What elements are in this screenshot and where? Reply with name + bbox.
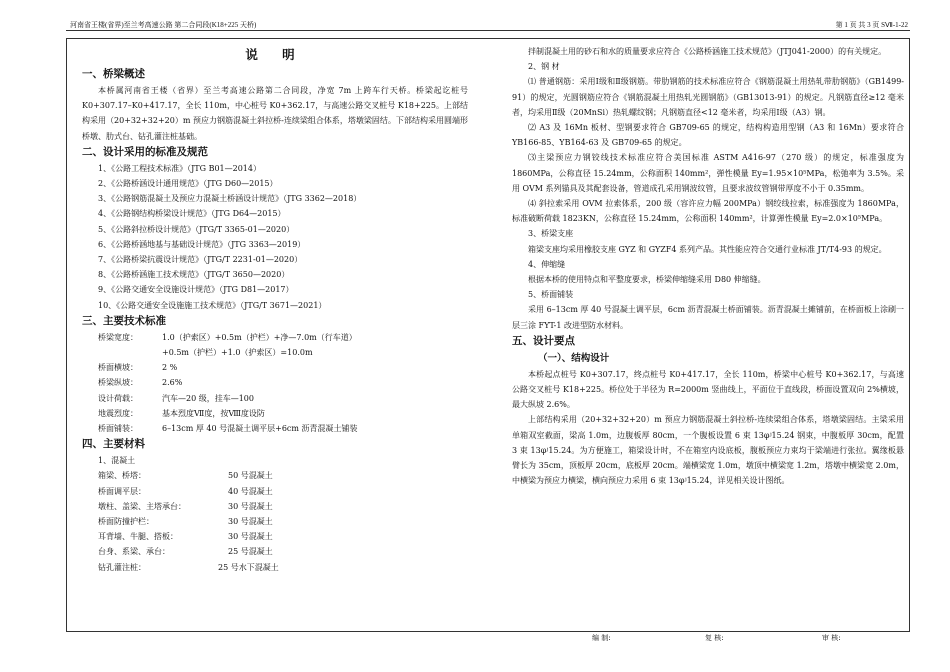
standard-item: 7、《公路桥梁抗震设计规范》（JTG/T 2231-01—2020） — [98, 255, 303, 265]
paving-subheading: 5、桥面铺装 — [528, 290, 574, 300]
section-materials-heading: 四、主要材料 — [82, 438, 145, 451]
material-key: 箱梁、桥塔： — [98, 471, 146, 481]
material-row — [98, 499, 468, 514]
material-value: 50 号混凝土 — [228, 471, 273, 481]
material-value: 30 号混凝土 — [228, 501, 273, 511]
overview-paragraph: 本桥属河南省王楼（省界）至兰考高速公路第二合同段，净宽 7m 上跨车行天桥。桥梁起讫桩号 K0+307.17–K0+417.17，全长 110m，中心桩号 K0+362.17，与高速公路交叉桩号 K18+225。上部结构采用（20+32+32+20）m 预应力钢筋混凝土斜拉桥-连续梁组合体系，塔墩梁固结。下部结构采用圆端形桥墩、肋式台、钻孔灌注桩基础。 — [82, 86, 468, 141]
material-row — [98, 560, 468, 575]
standard-item: 6、《公路桥涵地基与基础设计规范》（JTG 3363—2019） — [98, 239, 306, 249]
prestress-strand-paragraph: ⑶主梁预应力钢铰线技术标准应符合美国标准 ASTM A416-97（270 级）的规定，标准强度为 1860MPa，公称直径 15.24mm，公称面积 140mm²，弹性模量 Ey=1.95×10⁵MPa，松弛率为 3.5%。采用 OVM 系列锚具及其配套设备，管道成孔采用钢波纹管，且要求波纹管钢带厚度不小于 0.35mm。 — [512, 153, 904, 193]
material-key: 耳背墙、牛腿、搭板： — [98, 532, 178, 542]
header-rule — [66, 30, 910, 31]
header-page-info: 第 1 页 共 3 页 SⅦ-1-22 — [835, 21, 908, 29]
stay-cable-paragraph: ⑷ 斜拉索采用 OVM 拉索体系，200 级（容许应力幅 200MPa）钢绞线拉索，标准强度为 1860MPa，标准破断荷载 1823KN，公称直径 15.24mm，公称面积 140mm²，计算弹性模量 Ey=2.0×10⁵MPa。 — [512, 199, 904, 224]
material-key: 墩柱、盖梁、主塔承台： — [98, 501, 186, 511]
steel-rebar-paragraph: ⑴ 普通钢筋：采用Ⅰ级和Ⅱ级钢筋。带肋钢筋的技术标准应符合《钢筋混凝土用热轧带肋钢筋》（GB1499-91）的规定，光圆钢筋应符合《钢筋混凝土用热轧光圆钢筋》（GB13013-91）的规定。凡钢筋直径≥12 毫米者，均采用Ⅱ级（20MnSi）热轧螺纹钢；凡钢筋直径<12 毫米者，均采用Ⅰ级（A3）钢。 — [512, 77, 904, 117]
bridge-width-value: 1.0（护索区）+0.5m（护栏）+净—7.0m（行车道） — [162, 332, 357, 342]
tech-value: 2 % — [162, 363, 178, 373]
section-design-points-heading: 五、设计要点 — [512, 334, 575, 347]
section-overview-heading: 一、桥梁概述 — [82, 68, 145, 80]
material-value: 30 号混凝土 — [228, 532, 273, 542]
tech-key: 地震烈度： — [98, 408, 138, 418]
bridge-width-key: 桥梁宽度： — [98, 332, 138, 342]
paving-paragraph: 采用 6–13cm 厚 40 号混凝土调平层，6cm 沥青混凝土桥面铺装。沥青混凝土摊铺前，在桥面板上涂刷一层三涂 FYT-1 改进型防水材料。 — [512, 305, 904, 330]
standard-item: 1、《公路工程技术标准》（JTG B01—2014） — [98, 163, 261, 173]
material-row — [98, 514, 468, 529]
expansion-joint-subheading: 4、伸缩缝 — [528, 259, 566, 269]
materials-concrete-subheading: 1、混凝土 — [98, 456, 136, 466]
standard-item: 4、《公路钢结构桥梁设计规范》（JTG D64—2015） — [98, 209, 286, 219]
tech-row — [98, 406, 468, 421]
material-key: 桥面防撞护栏： — [98, 517, 154, 527]
standard-item: 8、《公路桥涵施工技术规范》（JTG/T 3650—2020） — [98, 270, 290, 280]
structural-design-subheading: （一）、结构设计 — [538, 352, 610, 364]
tech-value: 汽车—20 级，挂车—100 — [162, 393, 254, 403]
steel-plate-paragraph: ⑵ A3 及 16Mn 板材、型钢要求符合 GB709-65 的规定，结构构造用型钢（A3 和 16Mn）要求符合 YB166-85、YB164-63 及 GB709-65 的规定。 — [512, 123, 904, 148]
standard-item: 10、《公路交通安全设施施工技术规范》（JTG/T 3671—2021） — [98, 300, 327, 310]
document-title: 说 明 — [245, 47, 305, 62]
tech-key: 设计荷载： — [98, 393, 138, 403]
footer-prepared-by: 编 制: — [592, 634, 611, 642]
standard-item: 2、《公路桥涵设计通用规范》（JTG D60—2015） — [98, 179, 278, 189]
material-key: 桥面调平层： — [98, 486, 146, 496]
material-key: 钻孔灌注桩： — [98, 562, 146, 572]
bearing-paragraph: 箱梁支座均采用橡胶支座 GYZ 和 GYZF4 系列产品。其性能应符合交通行业标准 JT/T4-93 的规定。 — [528, 244, 887, 254]
right-column — [512, 44, 904, 488]
material-row — [98, 468, 468, 483]
material-value: 25 号混凝土 — [228, 547, 273, 557]
left-column — [82, 44, 468, 575]
tech-row — [98, 375, 468, 390]
bridge-width-value-cont: +0.5m（护栏）+1.0（护索区）=10.0m — [162, 348, 313, 358]
tech-value: 6–13cm 厚 40 号混凝土调平层+6cm 沥青混凝土铺装 — [162, 424, 358, 434]
section-standards-heading: 二、设计采用的标准及规范 — [82, 145, 208, 158]
header-project-name: 河南省王楼(省界)至兰考高速公路 第二合同段(K18+225 天桥) — [70, 21, 257, 29]
tech-value: 2.6% — [162, 378, 183, 388]
tech-row — [98, 391, 468, 406]
material-row — [98, 529, 468, 544]
concrete-quality-note: 拌制混凝土用的砂石和水的质量要求应符合《公路桥涵施工技术规范》（JTJ041-2000）的有关规定。 — [528, 47, 887, 56]
structural-design-paragraph-1: 本桥起点桩号 K0+307.17，终点桩号 K0+417.17，全长 110m，桥梁中心桩号 K0+362.17，与高速公路交叉桩号 K18+225。桥位处于半径为 R=2000m 竖曲线上，平面位于直线段，桥面设置双向 2%横坡，最大纵坡 2.6%。 — [512, 369, 904, 410]
material-value: 30 号混凝土 — [228, 517, 273, 527]
tech-value: 基本烈度Ⅶ度，按Ⅷ度设防 — [162, 408, 265, 418]
tech-key: 桥面铺装： — [98, 424, 138, 434]
expansion-joint-paragraph: 根据本桥的使用特点和平整度要求，桥梁伸缩缝采用 D80 伸缩缝。 — [528, 275, 766, 285]
structural-design-paragraph-2: 上部结构采用（20+32+32+20）m 预应力钢筋混凝土斜拉桥-连续梁组合体系，塔墩梁固结。主梁采用单箱双室截面，梁高 1.0m，边腹板厚 80cm，一个腹板设置 6 束 13φʲ15.24 钢束，中腹板厚 30cm，配置 3 束 13φʲ15.24。为方便施工，箱梁设计时，不在箱室内设底板，腹板预应力束均于梁端进行张拉。翼缘板悬臂长为 35cm，顶板厚 20cm，底板厚 20cm。端横梁宽 1.0m，墩顶中横梁宽 1.2m，塔墩中横梁宽 2.0m，中横梁为预应力横梁，横向预应力采用 6 束 13φʲ15.24，详见相关设计图纸。 — [512, 415, 904, 486]
material-row — [98, 484, 468, 499]
footer-approved-by: 审 核: — [822, 634, 841, 642]
material-key: 台身、系梁、承台： — [98, 547, 170, 557]
bearing-subheading: 3、桥梁支座 — [528, 229, 574, 239]
standard-item: 5、《公路斜拉桥设计规范》（JTG/T 3365-01—2020） — [98, 224, 295, 234]
standard-item: 9、《公路交通安全设施设计规范》（JTG D81—2017） — [98, 285, 294, 295]
material-row — [98, 544, 468, 559]
tech-key: 桥面横坡： — [98, 363, 138, 373]
section-tech-standards-heading: 三、主要技术标准 — [82, 314, 166, 327]
bridge-width-row — [98, 330, 468, 345]
tech-key: 桥梁纵坡： — [98, 378, 138, 388]
tech-row — [98, 421, 468, 436]
steel-subheading: 2、钢 材 — [528, 62, 560, 72]
footer-checked-by: 复 核: — [705, 634, 724, 642]
material-value: 40 号混凝土 — [228, 486, 273, 496]
tech-row — [98, 360, 468, 375]
standard-item: 3、《公路钢筋混凝土及预应力混凝土桥涵设计规范》（JTG 3362—2018） — [98, 194, 362, 204]
material-value: 25 号水下混凝土 — [218, 562, 279, 572]
